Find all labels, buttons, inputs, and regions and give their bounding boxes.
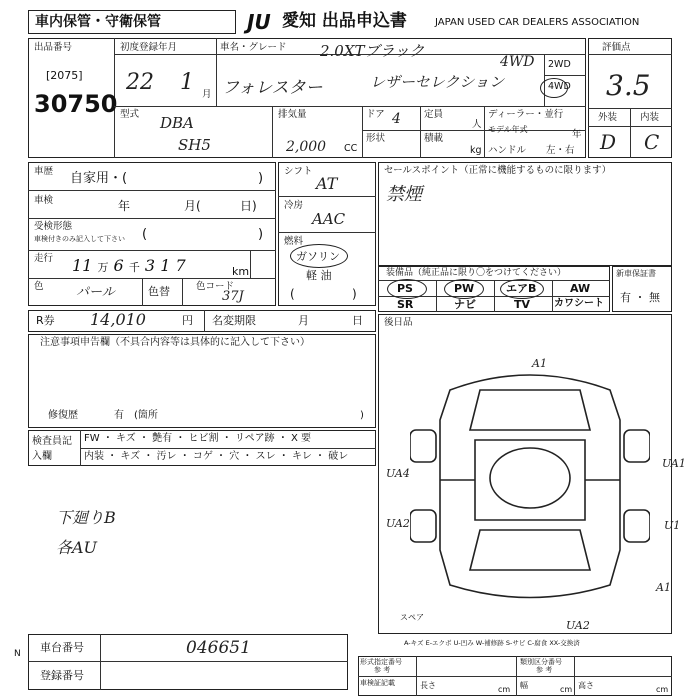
door-label: ドア [366,109,385,120]
spare-label: スペア [400,613,424,622]
handle-label: ハンドル [488,145,527,156]
first-reg-month: 1 [180,70,194,95]
remarks-line1: 下廻りB [56,508,116,527]
swatch-label: 色替 [148,285,170,298]
plate-label: 登録番号 [40,669,84,682]
class-label: 類別区分番号 [520,658,562,666]
mark-left-upper: UA4 [386,467,410,480]
first-reg-month-unit: 月 [202,89,212,100]
year-unit: 年 [572,129,582,140]
type-code: SH5 [178,136,211,154]
notes-label: 注意事項申告欄（不具合内容等は具体的に記入して下さい） [40,337,310,348]
acceptance-label: 受検形態 [34,221,73,232]
mark-right-bottom: A1 [656,581,671,594]
repair-label: 修復歴 [48,410,78,421]
dealer-label: ディーラー・並行 [488,109,564,120]
recycle-value: 14,010 [90,310,146,329]
shape-label: 形状 [366,133,386,144]
mark-right-lower: U1 [664,519,681,532]
color-code-label: 色コード [196,281,235,292]
lot-label: 出品番号 [34,42,73,53]
fuel-diesel: 軽 油 [306,269,332,282]
rear-items-label: 後日品 [384,317,413,328]
cooling-label: 冷房 [284,200,304,211]
name-change-label: 名変期限 [212,314,256,327]
repair-value: 有 [114,410,124,421]
fuel-close: ) [352,287,357,301]
mileage-value [72,256,186,275]
mileage-label: 走行 [34,253,54,264]
mileage-part: 7 [175,256,186,275]
cooling-value: AAC [312,210,346,228]
mileage-unit: km [232,265,250,278]
inspection-label: 車検 [34,195,54,206]
dims-label: 車検証記載 [360,679,395,687]
lot-number: 30750 [34,90,118,118]
inspector-label: 検査員記入欄 [32,436,72,462]
height-cm: cm [656,685,669,694]
color-code-value: 37J [222,289,244,304]
cc-unit: CC [344,143,358,154]
equip-pw: PW [454,282,475,295]
capacity-label: 定員 [424,109,444,120]
designation-label: 形式指定番号 [360,658,402,666]
color-value: パール [76,285,115,300]
mileage-part: 11 [72,256,93,275]
history-close: ) [258,171,264,186]
sales-point-label: セールスポイント（正常に機能するものに限ります） [384,165,612,176]
remarks-line2: 各AU [56,538,98,557]
equipment-label: 装備品（純正品に限り〇をつけてください） [386,268,567,278]
damage-legend: A-キズ E-エクボ U-凹み W-補修跡 S-サビ C-腐食 XX-交換済 [404,639,580,647]
width-label: 幅 [520,681,528,690]
exterior-label: 外装 [598,112,618,123]
inspector-fw-row: FW ・ キズ ・ 艶有 ・ ヒビ割 ・ リペア跡 ・ X 要 [84,433,312,444]
history-value: 自家用・( [70,171,128,186]
mark-right-upper: UA1 [662,457,686,470]
length-cm: cm [498,685,511,694]
car-diagram [410,357,650,610]
mark-bottom: UA2 [566,619,590,632]
handle-options: 左・右 [546,145,575,156]
exterior-grade: D [600,130,617,154]
grade-bottom: レザーセレクション [370,73,505,91]
sales-point-value: 禁煙 [386,184,422,205]
reference-right: 参 考 [536,666,553,674]
notes-block [28,334,376,428]
wd2-option: 2WD [548,59,571,70]
equip-leather: カワシート [554,298,604,309]
acceptance-close: ) [258,227,264,242]
model-label: 車名・グレード [220,42,287,53]
gasoline-circle [290,244,348,268]
airbag-circle [500,279,544,299]
drive-note: 4WD [500,54,535,70]
displacement-value: 2,000 [286,139,327,155]
acceptance-open: ( [142,227,148,242]
mark-left-lower: UA2 [386,517,410,530]
mileage-part: 千 [128,261,140,274]
wd4-circle [540,78,568,98]
displacement-label: 排気量 [278,109,307,120]
name-change-month: 月 [298,314,309,327]
capacity-unit: 人 [472,119,482,130]
interior-grade: C [644,130,660,154]
model-year-label: モデル年式 [488,125,528,134]
door-value: 4 [392,111,401,127]
corner-mark: N [14,649,21,659]
first-reg-label: 初度登録年月 [120,42,178,53]
history-label: 車歴 [34,166,54,177]
mileage-part: 3 [144,256,156,275]
ju-logo: JU [247,10,271,34]
equip-aw: AW [570,282,591,295]
chassis-value: 046651 [186,638,251,658]
inspection-day: 日) [240,199,257,213]
storage-stamp [28,10,236,34]
association-name: JAPAN USED CAR DEALERS ASSOCIATION [435,17,640,28]
interior-label: 内装 [640,112,660,123]
type-prefix: DBA [160,114,194,132]
height-label: 高さ [578,681,594,690]
inspector-interior-row: 内装 ・ キズ ・ 汚レ ・ コゲ ・ 穴 ・ スレ ・ キレ ・ 破レ [84,451,349,462]
form-title: 愛知 出品申込書 [282,11,407,31]
width-cm: cm [560,685,573,694]
equip-sr: SR [397,298,414,311]
inspection-year: 年 [118,199,131,213]
fuel-label: 燃料 [284,236,304,247]
recycle-label: R券 [36,314,55,327]
repair-place: (箇所 [134,410,158,421]
equip-navi: ナビ [454,298,476,311]
model-name: フォレスター [222,78,323,98]
length-label: 長さ [420,681,436,690]
mileage-part: 6 [113,256,124,275]
warranty-options: 有 ・ 無 [620,291,660,304]
score-label: 評価点 [602,42,631,53]
first-reg-year: 22 [126,70,154,95]
grade-top: 2.0XTブラック [320,42,425,60]
equip-tv: TV [514,298,531,311]
storage-stamp-text: 車内保管・守衛保管 [35,14,161,30]
ps-circle [387,279,427,299]
color-label: 色 [34,281,44,292]
equip-airbag: エアB [506,282,537,295]
shift-value: AT [316,174,338,193]
kg-unit: kg [470,145,482,156]
sales-point-block [378,162,672,266]
fuel-open: ( [290,287,295,301]
mileage-part: 1 [160,256,171,275]
mark-top: A1 [532,357,547,370]
load-label: 積載 [424,133,444,144]
equip-ps: PS [397,282,413,295]
reference-left: 参 考 [374,666,391,674]
shift-label: シフト [284,166,313,177]
score-value: 3.5 [606,69,651,102]
recycle-block [28,310,376,332]
repair-close: ) [360,410,364,421]
recycle-unit: 円 [182,314,193,327]
wd4-option: 4WD [548,81,571,92]
acceptance-note: 車検付きのみ記入して下さい [34,235,125,243]
name-change-day: 日 [352,314,363,327]
type-label: 型式 [120,109,140,120]
fuel-gasoline: ガソリン [296,250,340,263]
warranty-label: 新車保証書 [616,269,656,278]
chassis-label: 車台番号 [40,641,84,654]
mileage-part: 万 [97,261,109,274]
lot-sub-number: [2075] [46,69,83,82]
pw-circle [444,279,484,299]
inspection-month: 月( [184,199,201,213]
